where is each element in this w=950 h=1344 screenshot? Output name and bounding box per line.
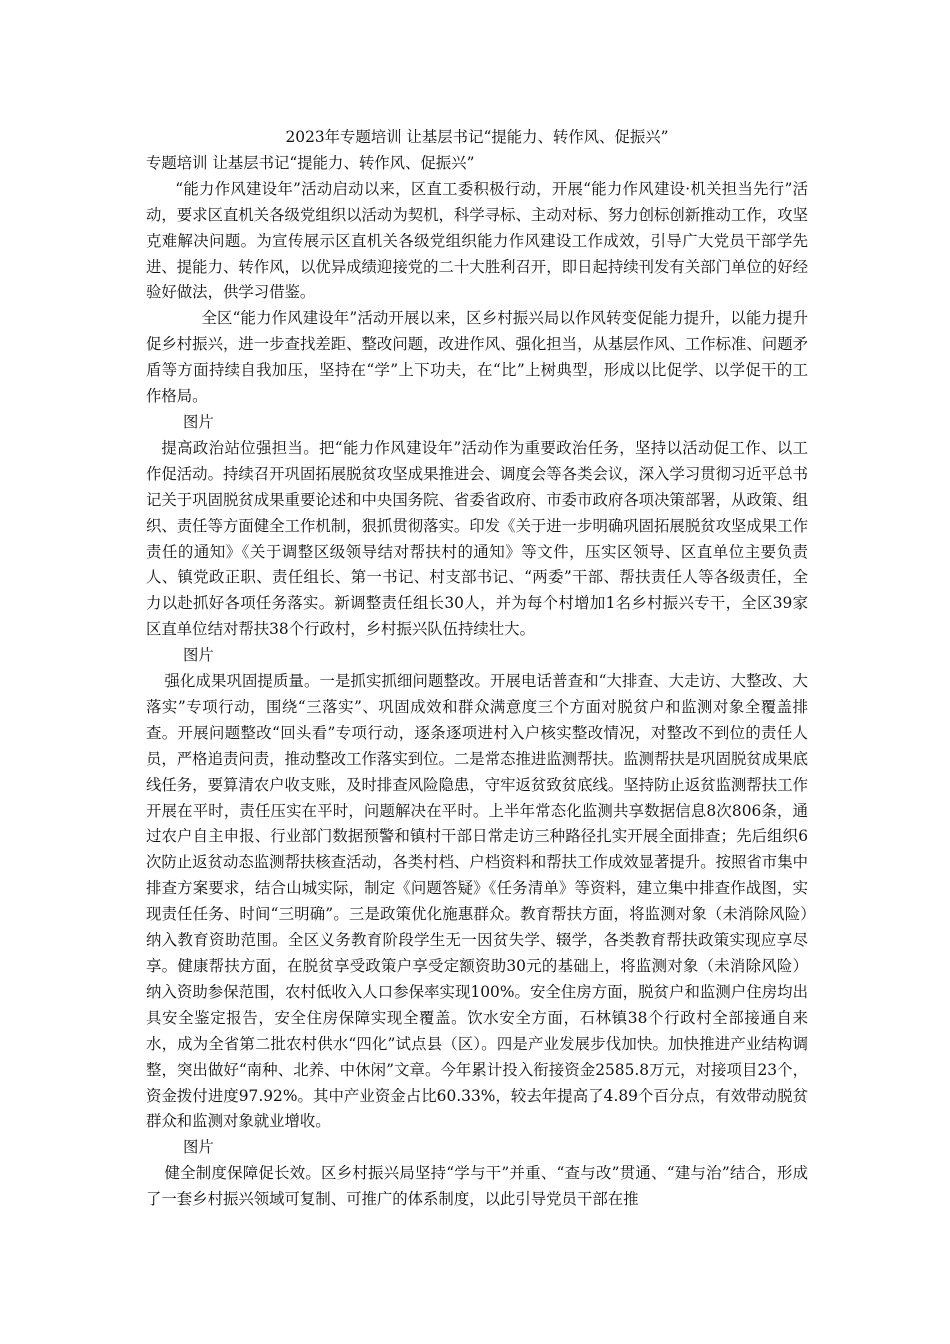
paragraph-political-stance: 提高政治站位强担当。把“能力作风建设年”活动作为重要政治任务，坚持以活动促工作、以工作促活动。持续召开巩固拓展脱贫攻坚成果推进会、调度会等各类会议，深入学习贯彻习近平总书记关于巩固脱贫成果重要论述和中央国务院、省委省政府、市委市政府各项决策部署，从政策、组织、责任等方面健全工作机制，狠抓贯彻落实。印发《关于进一步明确巩固拓展脱贫攻坚成果工作责任的通知》《关于调整区级领导结对帮扶村的通知》等文件，压实区领导、区直单位主要负责人、镇党政正职、责任组长、第一书记、村支部书记、“两委”干部、帮扶责任人等各级责任，全力以赴抓好各项任务落实。新调整责任组长30人，并为每个村增加1名乡村振兴专干，全区39家区直单位结对帮扶38个行政村，乡村振兴队伍持续壮大。 xyxy=(146,438,808,639)
paragraph-overview: 全区“能力作风建设年”活动开展以来，区乡村振兴局以作风转变促能力提升，以能力提升促乡村振兴，进一步查找差距、整改问题，改进作风、强化担当，从基层作风、工作标准、问题矛盾等方面持续自我加压，坚持在“学”上下功夫，在“比”上树典型，形成以比促学、以学促干的工作格局。 xyxy=(146,309,808,406)
document-page xyxy=(146,125,808,1213)
paragraph-system-guarantee: 健全制度保障促长效。区乡村振兴局坚持“学与干”并重、“查与改”贯通、“建与治”结合，形成了一套乡村振兴领域可复制、可推广的体系制度，以此引导党员干部在推 xyxy=(146,1164,808,1209)
document-subtitle: 专题培训 让基层书记“提能力、转作风、促振兴” xyxy=(146,153,475,172)
image-placeholder-label: 图片 xyxy=(182,646,214,665)
image-placeholder-label: 图片 xyxy=(182,1138,214,1157)
paragraph-consolidate-results: 强化成果巩固提质量。一是抓实抓细问题整改。开展电话普查和“大排查、大走访、大整改、大落实”专项行动，围绕“三落实”、巩固成效和群众满意度三个方面对脱贫户和监测对象全覆盖排查。开展问题整改“回头看”专项行动，逐条逐项进村入户核实整改情况，对整改不到位的责任人员，严格追责问责，推动整改工作落实到位。二是常态推进监测帮扶。监测帮扶是巩固脱贫成果底线任务，要算清农户收支账，及时排查风险隐患，守牢返贫致贫底线。坚持防止返贫监测帮扶工作开展在平时，责任压实在平时，问题解决在平时。上半年常态化监测共享数据信息8次806条，通过农户自主申报、行业部门数据预警和镇村干部日常走访三种路径扎实开展全面排查；先后组织6次防止返贫动态监测帮扶核查活动，各类村档、户档资料和帮扶工作成效显著提升。按照省市集中排查方案要求，结合山城实际，制定《问题答疑》《任务清单》等资料，建立集中排查作战图，实现责任任务、时间“三明确”。三是政策优化施惠群众。教育帮扶方面，将监测对象（未消除风险）纳入教育资助范围。全区义务教育阶段学生无一因贫失学、辍学，各类教育帮扶政策实现应享尽享。健康帮扶方面，在脱贫享受政策户享受定额资助30元的基础上，将监测对象（未消除风险）纳入资助参保范围，农村低收入人口参保率实现100%。安全住房方面，脱贫户和监测户住房均出具安全鉴定报告，安全住房保障实现全覆盖。饮水安全方面，石林镇38个行政村全部接通自来水，成为全省第二批农村供水“四化”试点县（区）。四是产业发展步伐加快。加快推进产业结构调整，突出做好“南种、北养、中休闲”文章。今年累计投入衔接资金2585.8万元，对接项目23个，资金拨付进度97.92%。其中产业资金占比60.33%，较去年提高了4.89个百分点，有效带动脱贫群众和监测对象就业增收。 xyxy=(146,672,808,1131)
document-title: 2023年专题培训 让基层书记“提能力、转作风、促振兴” xyxy=(285,128,669,146)
image-placeholder-label: 图片 xyxy=(182,412,214,431)
paragraph-intro: “能力作风建设年”活动启动以来，区直工委积极行动，开展“能力作风建设·机关担当先行”活动，要求区直机关各级党组织以活动为契机，科学寻标、主动对标、努力创标创新推动工作，攻坚克难解决问题。为宣传展示区直机关各级党组织能力作风建设工作成效，引导广大党员干部学先进、提能力、转作风，以优异成绩迎接党的二十大胜利召开，即日起持续刊发有关部门单位的好经验好做法，供学习借鉴。 xyxy=(146,179,808,302)
